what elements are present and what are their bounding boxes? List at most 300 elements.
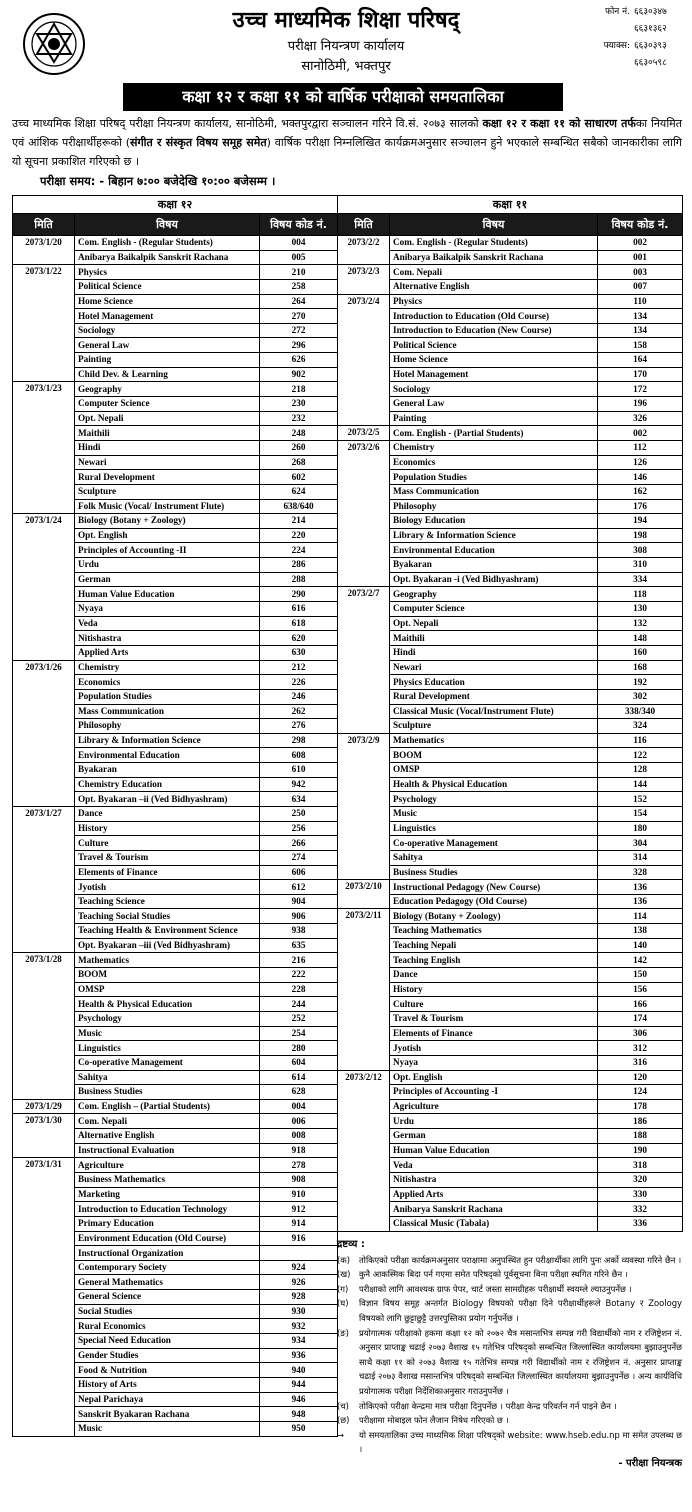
subject-name: Social Studies	[75, 1304, 260, 1319]
subject-name: General Science	[75, 1290, 260, 1305]
exam-date: 2073/2/4	[338, 294, 390, 426]
note-marker: (क)	[337, 1254, 350, 1265]
table-row	[338, 880, 683, 895]
note-item	[337, 1326, 682, 1399]
subject-name: Human Value Education	[390, 1143, 598, 1158]
subject-code: 134	[598, 323, 683, 338]
subject-code: 138	[598, 924, 683, 939]
subject-code: 130	[598, 602, 683, 617]
subject-code: 316	[598, 1055, 683, 1070]
subject-code: 270	[260, 309, 338, 324]
table-row	[338, 1143, 683, 1158]
subject-name: Anibarya Baikalpik Sanskrit Rachana	[75, 250, 260, 265]
subject-name: Com. English – (Partial Students)	[75, 1099, 260, 1114]
subject-name: Com. Nepali	[75, 1114, 260, 1129]
subject-name: Com. Nepali	[390, 265, 598, 280]
subject-code: 188	[598, 1129, 683, 1144]
subject-code: 278	[260, 1158, 338, 1173]
note-item	[337, 1413, 682, 1428]
note-text: विज्ञान विषय समूह अन्तर्गत Biology विषयको परीक्षा दिने परीक्षार्थीहरूले Botany र Zoology विषयको लागि छुट्टाछुट्टै उत्तरपुस्तिका प्रयोग गर्नुपर्नेछ ।	[359, 1298, 682, 1323]
subject-code	[260, 1246, 338, 1261]
subject-code: 628	[260, 1085, 338, 1100]
subject-name: Teaching Social Studies	[75, 909, 260, 924]
table-row	[338, 792, 683, 807]
subject-code: 196	[598, 397, 683, 412]
subject-code: 638/640	[260, 499, 338, 514]
subject-name: Newari	[75, 455, 260, 470]
subject-code: 146	[598, 470, 683, 485]
subject-name: Opt. English	[390, 1070, 598, 1085]
subject-code: 001	[598, 250, 683, 265]
note-marker: →	[337, 1429, 345, 1440]
table-row	[338, 265, 683, 280]
subject-name: Sanskrit Byakaran Rachana	[75, 1407, 260, 1422]
subject-code: 606	[260, 865, 338, 880]
subject-code: 918	[260, 1143, 338, 1158]
subject-code: 112	[598, 440, 683, 455]
contact-block	[590, 4, 690, 72]
note-text: तोकिएको परीक्षा कार्यक्रमअनुसार पराक्षामा अनुपस्थित हुन परीक्षार्थीका लागि पुनः अर्को व्यवस्था गरिने छैन ।	[359, 1254, 682, 1265]
subject-name: Population Studies	[390, 470, 598, 485]
subject-name: BOOM	[390, 748, 598, 763]
table-row	[13, 236, 338, 251]
table-row	[338, 1099, 683, 1114]
note-marker: (ख)	[337, 1269, 351, 1280]
note-text: कुनै आकस्मिक बिदा पर्न गएमा समेत परिषद्को पूर्वसूचना बिना परीक्षा स्थगित गरिने छैन ।	[359, 1269, 628, 1280]
subject-name: Urdu	[390, 1114, 598, 1129]
subject-name: Home Science	[75, 294, 260, 309]
subject-name: Political Science	[75, 279, 260, 294]
table-row	[338, 1026, 683, 1041]
table-row	[338, 1187, 683, 1202]
note-text: यो समयतालिका उच्च माध्यमिक शिक्षा परिषद्को website: www.hseb.edu.np मा समेत उपलब्ध छ ।	[359, 1429, 682, 1455]
subject-code: 908	[260, 1173, 338, 1188]
subject-name: Teaching Science	[75, 894, 260, 909]
table-row	[338, 850, 683, 865]
subject-code: 180	[598, 821, 683, 836]
col-subject: विषय	[390, 214, 598, 236]
subject-code: 286	[260, 558, 338, 573]
subject-code: 938	[260, 924, 338, 939]
subject-name: OMSP	[390, 763, 598, 778]
subject-name: Human Value Education	[75, 587, 260, 602]
note-marker: (ङ)	[337, 1327, 349, 1338]
subject-code: 308	[598, 543, 683, 558]
subject-code: 914	[260, 1216, 338, 1231]
exam-date: 2073/2/9	[338, 733, 390, 879]
phone-label: फोन नं.	[605, 7, 630, 17]
subject-name: Mathematics	[390, 733, 598, 748]
col-code: विषय कोड नं.	[260, 214, 338, 236]
subject-name: Jyotish	[390, 1041, 598, 1056]
notes-section	[337, 1238, 682, 1472]
subject-code: 228	[260, 982, 338, 997]
subject-name: Elements of Finance	[75, 865, 260, 880]
fax-label: फ्याक्स:	[603, 41, 630, 51]
table-row	[338, 1011, 683, 1026]
subject-name: Primary Education	[75, 1216, 260, 1231]
table-row	[338, 1158, 683, 1173]
table-row	[338, 777, 683, 792]
subject-code: 916	[260, 1231, 338, 1246]
subject-name: Physics	[390, 294, 598, 309]
subject-code: 272	[260, 323, 338, 338]
table-row	[338, 411, 683, 426]
table-row	[338, 719, 683, 734]
note-text: प्रयोगात्मक परीक्षाको हकमा कक्षा १२ को २०७२ चैत्र मसान्तभित्र सम्पन्न गरी विद्यार्थीको नाम र रजिष्ट्रेशन नं. अनुसार प्राप्ताङ्क चढाई २०७३ वैशाख १५ गतेभित्र परिषद्को सम्बन्धित जिल्लास्थित कार्यालयमा बुझाउनुपर्नेछ साथै कक्षा ११ को २०७३ वैशाख १५ गतेभित्र सम्पन्न गरी विद्यार्थीको नाम र रजिष्ट्रेशन नं. अनुसार प्राप्ताङ्क चढाई २०७३ वैशाख मसान्तभित्र परिषद्को सम्बन्धित जिल्लास्थित कार्यालयमा बुझाउनुपर्नेछ । अन्य कार्यविधि प्रयोगात्मक परीक्षा निर्देशिकाअनुसार गराउनुपर्नेछ ।	[359, 1327, 682, 1396]
subject-code: 222	[260, 968, 338, 983]
table-row	[338, 294, 683, 309]
subject-code: 942	[260, 777, 338, 792]
exam-date: 2073/1/27	[13, 806, 75, 952]
subject-name: Dance	[75, 806, 260, 821]
subject-code: 290	[260, 587, 338, 602]
subject-name: Opt. Nepali	[390, 616, 598, 631]
subject-code: 004	[260, 1099, 338, 1114]
subject-code: 296	[260, 338, 338, 353]
note-text: तोकिएको परीक्षा केन्द्रमा मात्र परीक्षा दिनुपर्नेछ । परीक्षा केन्द्र परिवर्तन गर्न पाइने छैन ।	[359, 1400, 617, 1411]
subject-name: Food & Nutrition	[75, 1363, 260, 1378]
subject-name: Teaching English	[390, 953, 598, 968]
subject-code: 334	[598, 572, 683, 587]
subject-code: 928	[260, 1290, 338, 1305]
subject-name: Sculpture	[390, 719, 598, 734]
subject-code: 116	[598, 733, 683, 748]
subject-name: Contemporary Society	[75, 1260, 260, 1275]
subject-code: 006	[260, 1114, 338, 1129]
table-row	[338, 1216, 683, 1231]
subject-name: Classical Music (Vocal/Instrument Flute)	[390, 704, 598, 719]
schedule-banner: कक्षा १२ र कक्षा ११ को वार्षिक परीक्षाको समयतालिका	[123, 83, 563, 111]
subject-code: 630	[260, 645, 338, 660]
table-row	[338, 543, 683, 558]
table-row	[338, 426, 683, 441]
exam-date: 2073/1/22	[13, 265, 75, 382]
table-row	[338, 279, 683, 294]
subject-code: 326	[598, 411, 683, 426]
subject-code: 902	[260, 367, 338, 382]
subject-name: Com. English - (Regular Students)	[75, 236, 260, 251]
subject-code: 616	[260, 602, 338, 617]
subject-code: 620	[260, 631, 338, 646]
notes-title: द्रष्टव्य :	[337, 1239, 365, 1250]
exam-date: 2073/2/12	[338, 1070, 390, 1231]
subject-name: Maithili	[390, 631, 598, 646]
exam-time: परीक्षा समय: - बिहान ७:०० बजेदेखि १०:०० बजेसम्म ।	[40, 174, 276, 188]
subject-code: 252	[260, 1011, 338, 1026]
subject-name: German	[75, 572, 260, 587]
col-date: मिति	[338, 214, 390, 236]
subject-code: 266	[260, 836, 338, 851]
subject-name: Mass Communication	[390, 484, 598, 499]
subject-name: Teaching Health & Environment Science	[75, 924, 260, 939]
col-date: मिति	[13, 214, 75, 236]
subject-code: 190	[598, 1143, 683, 1158]
subject-name: OMSP	[75, 982, 260, 997]
subject-name: Principles of Accounting -II	[75, 543, 260, 558]
note-marker: (च)	[337, 1400, 349, 1411]
subject-name: Business Studies	[390, 865, 598, 880]
intro-text: उच्च माध्यमिक शिक्षा परिषद् परीक्षा नियन्त्रण कार्यालय, सानोठिमी, भक्तपुरद्वारा सञ्चालन गरिने वि.सं. २०७३ सालको	[12, 117, 483, 130]
table-row	[338, 909, 683, 924]
subject-code: 906	[260, 909, 338, 924]
subject-code: 250	[260, 806, 338, 821]
exam-date: 2073/1/23	[13, 382, 75, 514]
table-row	[338, 645, 683, 660]
subject-name: Introduction to Education (New Course)	[390, 323, 598, 338]
fax-number: ६६३०३९३	[634, 41, 667, 51]
col-subject: विषय	[75, 214, 260, 236]
subject-code: 264	[260, 294, 338, 309]
subject-name: Byakaran	[75, 763, 260, 778]
subject-code: 002	[598, 426, 683, 441]
table-row	[338, 558, 683, 573]
table-row	[338, 470, 683, 485]
exam-date: 2073/2/11	[338, 909, 390, 1070]
subject-name: Psychology	[390, 792, 598, 807]
subject-code: 002	[598, 236, 683, 251]
subject-code: 610	[260, 763, 338, 778]
subject-name: Business Mathematics	[75, 1173, 260, 1188]
subject-code: 924	[260, 1260, 338, 1275]
subject-name: General Law	[390, 397, 598, 412]
table-row	[338, 382, 683, 397]
subject-name: Sculpture	[75, 484, 260, 499]
subject-name: Linguistics	[75, 1041, 260, 1056]
subject-code: 912	[260, 1202, 338, 1217]
subject-code: 936	[260, 1348, 338, 1363]
subject-code: 194	[598, 514, 683, 529]
subject-code: 148	[598, 631, 683, 646]
subject-code: 635	[260, 938, 338, 953]
subject-name: Physics	[75, 265, 260, 280]
subject-name: Urdu	[75, 558, 260, 573]
subject-name: Rural Development	[390, 689, 598, 704]
subject-code: 210	[260, 265, 338, 280]
exam-date: 2073/1/24	[13, 514, 75, 660]
subject-name: Political Science	[390, 338, 598, 353]
subject-name: Co-operative Management	[390, 836, 598, 851]
subject-code: 176	[598, 499, 683, 514]
subject-name: Instructional Pedagogy (New Course)	[390, 880, 598, 895]
subject-code: 118	[598, 587, 683, 602]
subject-name: Culture	[390, 997, 598, 1012]
subject-code: 338/340	[598, 704, 683, 719]
subject-name: Marketing	[75, 1187, 260, 1202]
subject-name: Health & Physical Education	[75, 997, 260, 1012]
class12-header: कक्षा १२	[13, 196, 338, 214]
table-row	[338, 602, 683, 617]
subject-name: Instructional Evaluation	[75, 1143, 260, 1158]
table-row	[13, 953, 338, 968]
table-row	[338, 806, 683, 821]
intro-text: ) वार्षिक परीक्षा निम्नलिखित कार्यक्रमअनुसार सञ्चालन हुने भएकाले सम्बन्धित सबैको जानकारीका लागि यो सूचना प्रकाशित गरिएको छ ।	[12, 136, 682, 168]
subject-name: Folk Music (Vocal/ Instrument Flute)	[75, 499, 260, 514]
subject-code: 604	[260, 1055, 338, 1070]
subject-code: 160	[598, 645, 683, 660]
signature: - परीक्षा नियन्त्रक	[618, 1457, 682, 1469]
subject-name: Environmental Education	[75, 748, 260, 763]
subject-name: Introduction to Education Technology	[75, 1202, 260, 1217]
subject-name: Environment Education (Old Course)	[75, 1231, 260, 1246]
class12-body	[13, 236, 338, 1437]
subject-name: Teaching Nepali	[390, 938, 598, 953]
subject-name: Environmental Education	[390, 543, 598, 558]
table-row	[338, 689, 683, 704]
subject-name: Nitishastra	[390, 1173, 598, 1188]
subject-name: History	[390, 982, 598, 997]
subject-code: 132	[598, 616, 683, 631]
table-row	[338, 353, 683, 368]
table-row	[13, 1099, 338, 1114]
subject-code: 280	[260, 1041, 338, 1056]
table-row	[338, 309, 683, 324]
table-row	[13, 382, 338, 397]
subject-name: Health & Physical Education	[390, 777, 598, 792]
subject-code: 158	[598, 338, 683, 353]
subject-name: Economics	[75, 675, 260, 690]
subject-code: 624	[260, 484, 338, 499]
subject-code: 634	[260, 792, 338, 807]
subject-code: 128	[598, 763, 683, 778]
subject-code: 136	[598, 880, 683, 895]
subject-name: Geography	[390, 587, 598, 602]
table-row	[338, 631, 683, 646]
subject-code: 216	[260, 953, 338, 968]
subject-code: 136	[598, 894, 683, 909]
subject-name: Biology Education	[390, 514, 598, 529]
subject-code: 324	[598, 719, 683, 734]
subject-code: 310	[598, 558, 683, 573]
note-item	[337, 1296, 682, 1325]
subject-code: 142	[598, 953, 683, 968]
subject-name: Travel & Tourism	[390, 1011, 598, 1026]
subject-code: 626	[260, 353, 338, 368]
table-row	[13, 1114, 338, 1129]
subject-name: Library & Information Science	[75, 733, 260, 748]
subject-code: 174	[598, 1011, 683, 1026]
exam-date: 2073/2/7	[338, 587, 390, 733]
subject-code: 230	[260, 397, 338, 412]
subject-name: Painting	[75, 353, 260, 368]
table-row	[338, 748, 683, 763]
subject-name: Hotel Management	[75, 309, 260, 324]
subject-code: 164	[598, 353, 683, 368]
subject-code: 256	[260, 821, 338, 836]
subject-name: Child Dev. & Learning	[75, 367, 260, 382]
subject-name: German	[390, 1129, 598, 1144]
table-row	[338, 528, 683, 543]
subject-code: 192	[598, 675, 683, 690]
note-text: परीक्षाको लागि आवश्यक ग्राफ पेपर, चार्ट जस्ता सामग्रीहरू परीक्षार्थी स्वयम्ले ल्याउनुपर्नेछ ।	[359, 1283, 632, 1294]
subject-name: Rural Development	[75, 470, 260, 485]
table-row	[338, 499, 683, 514]
table-row	[338, 924, 683, 939]
subject-code: 110	[598, 294, 683, 309]
subject-code: 114	[598, 909, 683, 924]
table-row	[13, 660, 338, 675]
subject-code: 946	[260, 1392, 338, 1407]
table-row	[338, 938, 683, 953]
subject-name: Physics Education	[390, 675, 598, 690]
subject-name: Sahitya	[390, 850, 598, 865]
subject-code: 004	[260, 236, 338, 251]
table-row	[338, 1114, 683, 1129]
table-row	[338, 236, 683, 251]
subject-name: Nyaya	[75, 602, 260, 617]
org-title: उच्च माध्यमिक शिक्षा परिषद्	[232, 7, 460, 33]
subject-name: Mass Communication	[75, 704, 260, 719]
note-text: परीक्षामा मोबाइल फोन लैजान निषेध गरिएको छ ।	[359, 1415, 509, 1426]
subject-name: Psychology	[75, 1011, 260, 1026]
subject-code: 260	[260, 440, 338, 455]
office-name: परीक्षा नियन्त्रण कार्यालय	[287, 39, 405, 54]
subject-code: 156	[598, 982, 683, 997]
subject-code: 144	[598, 777, 683, 792]
subject-name: Gender Studies	[75, 1348, 260, 1363]
subject-name: Jyotish	[75, 880, 260, 895]
subject-name: Veda	[390, 1158, 598, 1173]
subject-name: Rural Economics	[75, 1319, 260, 1334]
subject-code: 302	[598, 689, 683, 704]
subject-name: BOOM	[75, 968, 260, 983]
subject-code: 268	[260, 455, 338, 470]
subject-code: 618	[260, 616, 338, 631]
subject-code: 948	[260, 1407, 338, 1422]
subject-code: 212	[260, 660, 338, 675]
subject-name: Biology (Botany + Zoology)	[75, 514, 260, 529]
table-row	[338, 1055, 683, 1070]
subject-code: 226	[260, 675, 338, 690]
subject-name: Special Need Education	[75, 1334, 260, 1349]
subject-name: Com. English - (Regular Students)	[390, 236, 598, 251]
subject-name: Geography	[75, 382, 260, 397]
subject-code: 186	[598, 1114, 683, 1129]
table-row	[338, 836, 683, 851]
subject-code: 232	[260, 411, 338, 426]
exam-date: 2073/2/5	[338, 426, 390, 441]
exam-date: 2073/1/30	[13, 1114, 75, 1158]
subject-code: 150	[598, 968, 683, 983]
subject-name: Elements of Finance	[390, 1026, 598, 1041]
page-header	[0, 0, 692, 80]
note-item	[337, 1428, 682, 1457]
subject-name: Business Studies	[75, 1085, 260, 1100]
table-row	[338, 660, 683, 675]
subject-code: 314	[598, 850, 683, 865]
table-row	[338, 997, 683, 1012]
class11-header: कक्षा ११	[338, 196, 683, 214]
subject-code: 005	[260, 250, 338, 265]
subject-code: 162	[598, 484, 683, 499]
subject-code: 124	[598, 1085, 683, 1100]
exam-date: 2073/1/31	[13, 1158, 75, 1436]
table-row	[13, 1158, 338, 1173]
subject-name: Music	[390, 806, 598, 821]
subject-code: 126	[598, 455, 683, 470]
exam-date: 2073/1/29	[13, 1099, 75, 1114]
subject-name: Instructional Organization	[75, 1246, 260, 1261]
subject-code: 608	[260, 748, 338, 763]
table-row	[338, 865, 683, 880]
subject-code: 306	[598, 1026, 683, 1041]
subject-name: Mathematics	[75, 953, 260, 968]
subject-name: Sahitya	[75, 1070, 260, 1085]
subject-name: Introduction to Education (Old Course)	[390, 309, 598, 324]
subject-name: Opt. Byakaran –iii (Ved Bidhyashram)	[75, 938, 260, 953]
class11-body	[338, 236, 683, 1232]
subject-name: Philosophy	[75, 719, 260, 734]
